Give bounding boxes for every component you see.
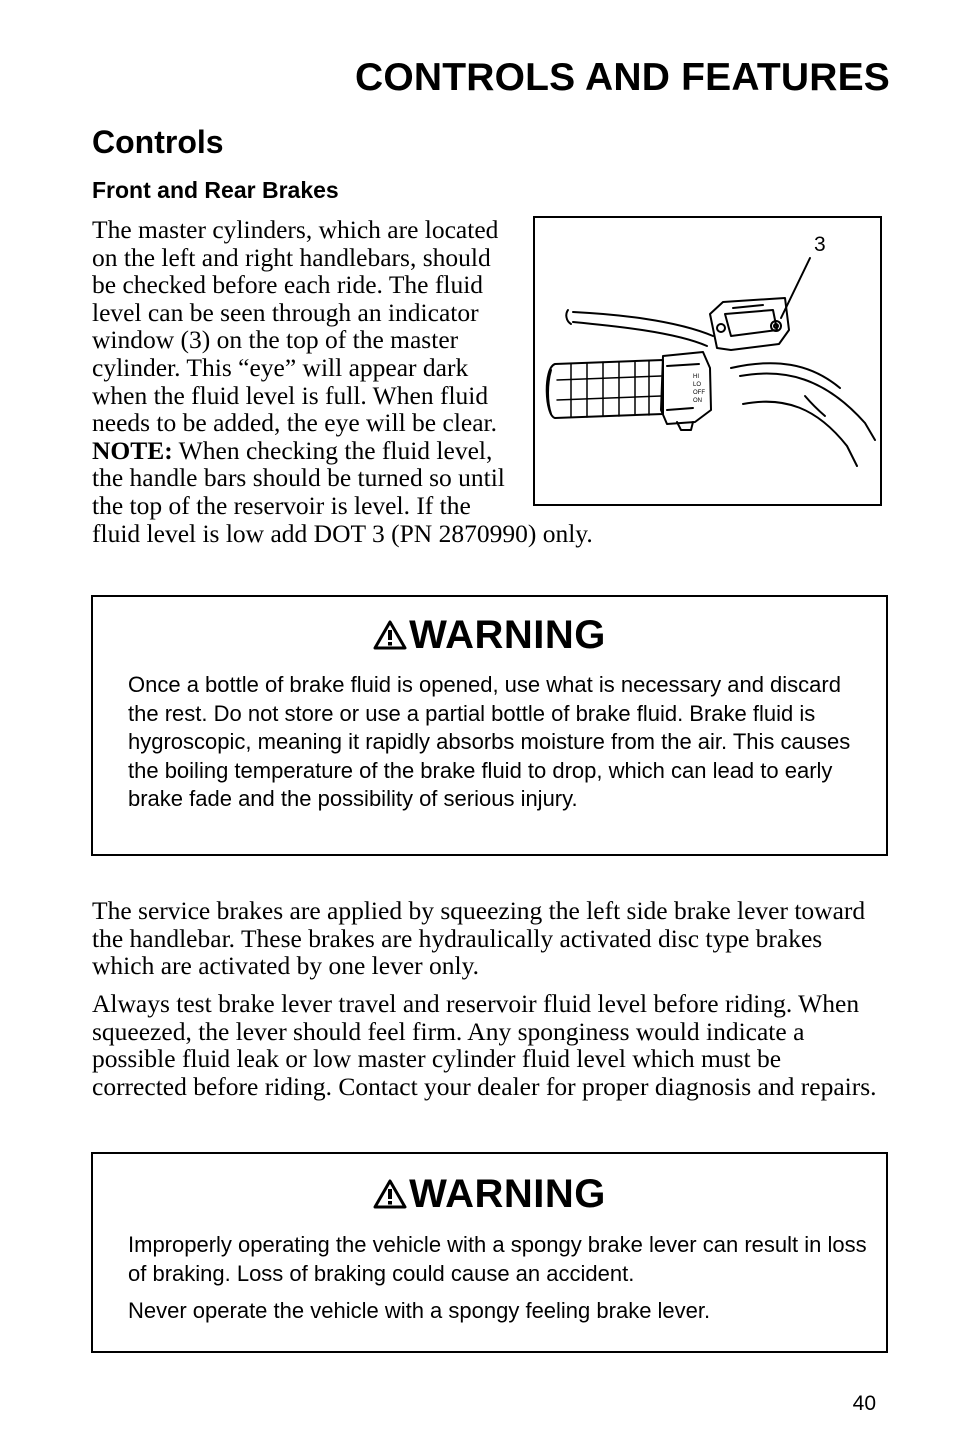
callout-label: 3 bbox=[814, 233, 826, 256]
warning-text-2a: Improperly operating the vehicle with a spongy brake lever can result in loss of braking. Loss of braking could cause an accident. bbox=[128, 1232, 867, 1286]
brake-lever-handlebar-illustration bbox=[535, 218, 880, 504]
intro-block bbox=[92, 216, 882, 547]
switch-label-hi: HI bbox=[693, 374, 699, 380]
warning-heading-1 bbox=[93, 611, 886, 659]
warning-text-2b: Never operate the vehicle with a spongy feeling brake lever. bbox=[128, 1298, 711, 1323]
warning-box-2 bbox=[91, 1152, 888, 1353]
chapter-title: CONTROLS AND FEATURES bbox=[354, 56, 890, 99]
section-title: Controls bbox=[92, 124, 224, 160]
switch-label-on: ON bbox=[693, 398, 702, 404]
warning-heading-2 bbox=[93, 1170, 886, 1218]
intro-text-end: When checking the fluid level, the handle bars should be turned so until the top of the reservoir is level. If the fluid level is low add DOT 3 (PN 2870990) only. bbox=[92, 435, 593, 548]
warning-box-1 bbox=[91, 595, 888, 856]
warning-heading-text-2: WARNING bbox=[409, 1171, 606, 1216]
intro-text-start: The master cylinders, which are located on the left and right handlebars, should be checked before each ride. The fluid level can be seen through an indicator window (3) on the top of the master cylinder. This “eye” will appear dark when the fluid level is full. When fluid needs to be added, the eye will be clear. bbox=[92, 215, 499, 438]
subsection-title: Front and Rear Brakes bbox=[92, 177, 339, 203]
brake-figure bbox=[533, 216, 882, 506]
warning-triangle-icon bbox=[373, 620, 407, 650]
warning-triangle-icon bbox=[373, 1179, 407, 1209]
switch-label-off: OFF bbox=[693, 390, 705, 396]
brake-test-paragraph: Always test brake lever travel and reservoir fluid level before riding. When squeezed, the lever should feel firm. Any sponginess would indicate a possible fluid leak or low master cylinder fluid level which must be corrected before riding. Contact your dealer for proper diagnosis and repairs. bbox=[92, 989, 877, 1101]
service-brakes-paragraph: The service brakes are applied by squeezing the left side brake lever toward the handlebar. These brakes are hydraulically activated disc type brakes which are activated by one lever only. bbox=[92, 896, 866, 981]
note-label: NOTE: bbox=[92, 435, 173, 465]
warning-heading-text-1: WARNING bbox=[409, 612, 606, 657]
switch-label-lo: LO bbox=[693, 382, 702, 388]
page-number: 40 bbox=[852, 1392, 876, 1415]
warning-text-1: Once a bottle of brake fluid is opened, use what is necessary and discard the rest. Do not store or use a partial bottle of brake fluid. Brake fluid is hygroscopic, meaning it rapidly absorbs moisture from the air. This causes the boiling temperature of the brake fluid to drop, which can lead to early brake fade and the possibility of serious injury. bbox=[128, 672, 851, 811]
